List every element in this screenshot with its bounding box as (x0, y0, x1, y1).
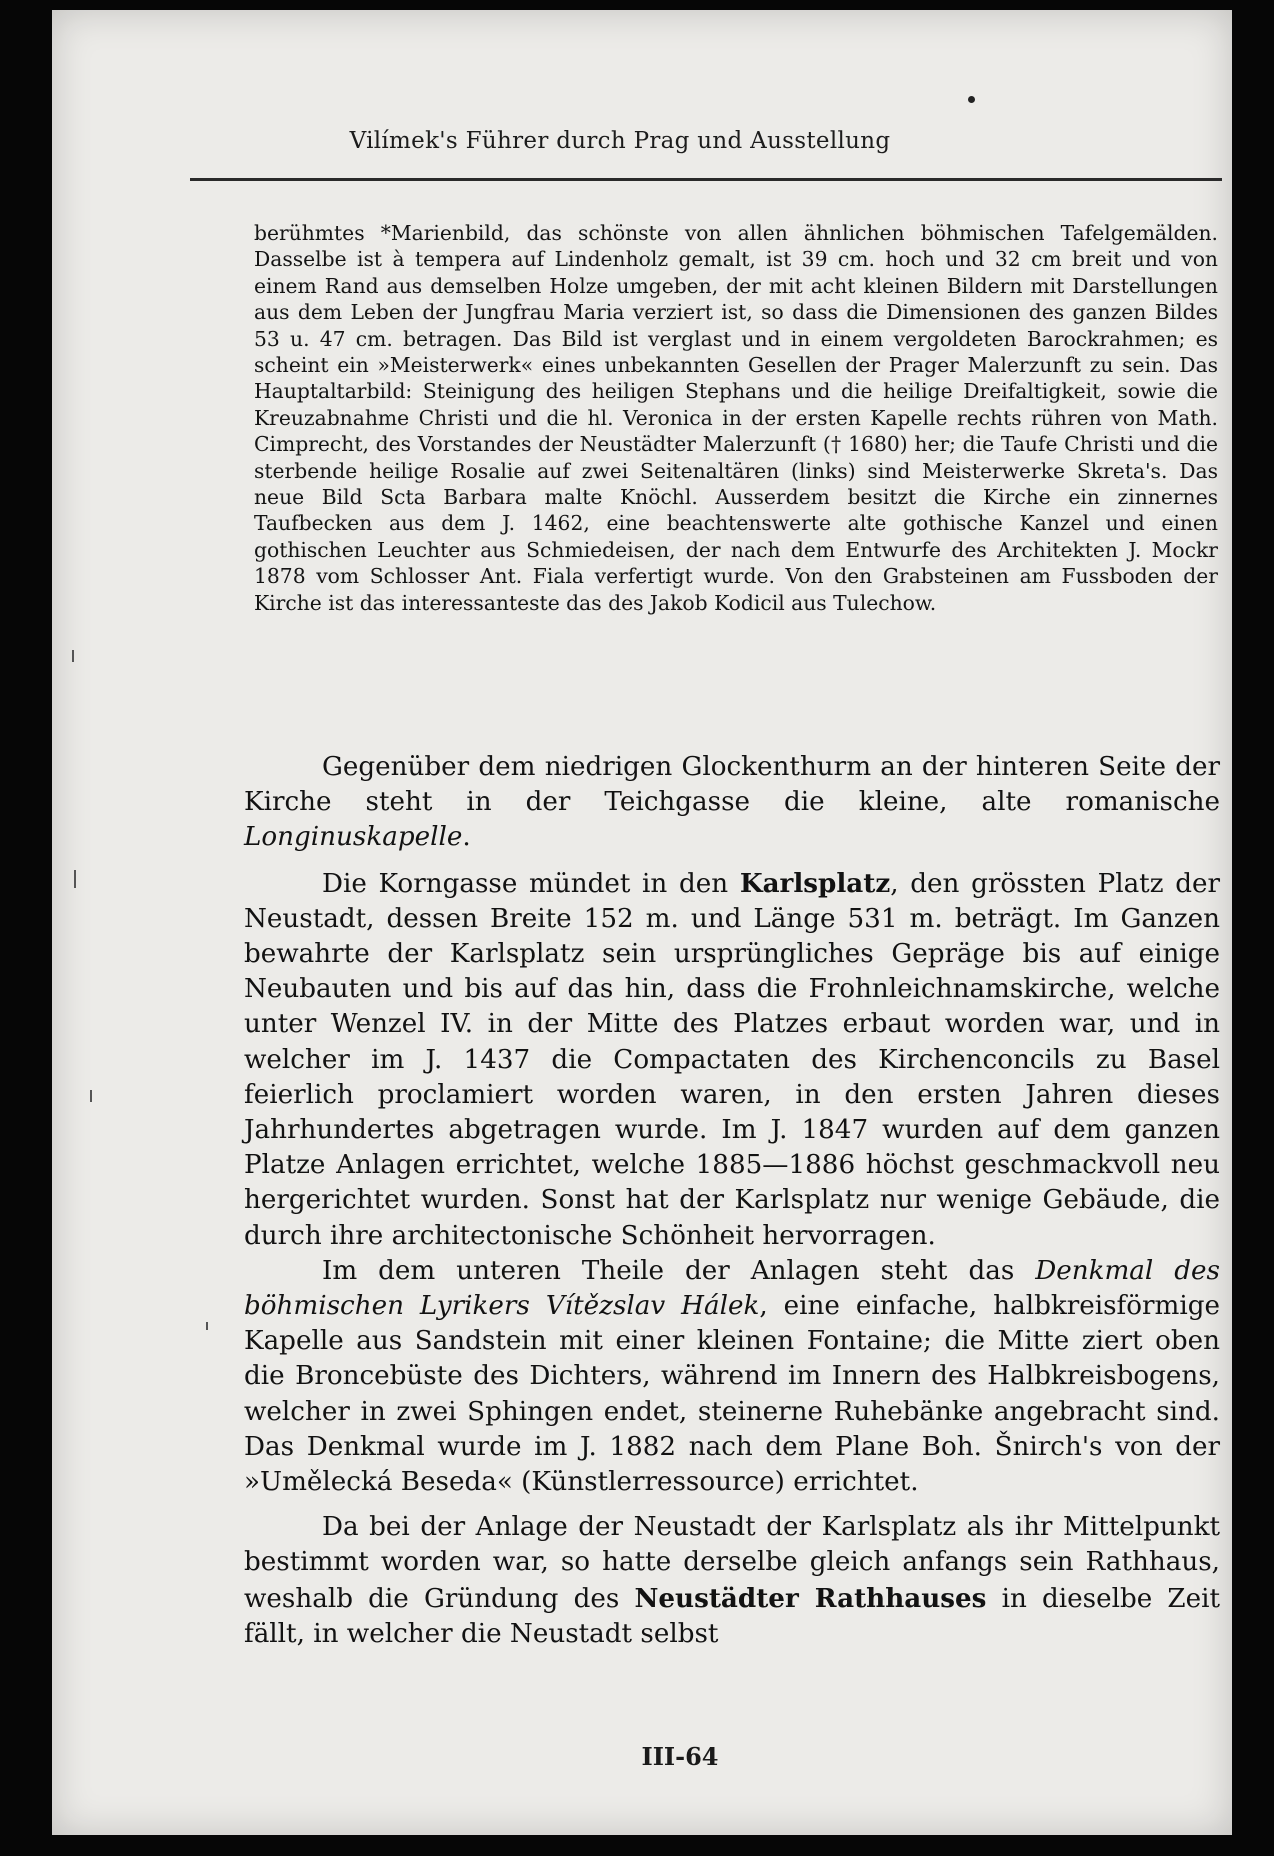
header-rule (190, 178, 1222, 181)
scan-speck (206, 1322, 208, 1330)
scan-speck (72, 650, 74, 662)
running-header: Vilímek's Führer durch Prag und Ausstellung (349, 128, 891, 154)
paragraph-longinuskapelle (244, 750, 1220, 856)
paragraph-text: Gegenüber dem niedrigen Glockenthurm an der hinteren Seite der Kirche steht in der Teichgasse die kleine, alte romanische (244, 752, 1220, 818)
small-print-block (254, 220, 1218, 616)
paragraph-text: in dieselbe Zeit fällt, in welcher die Neustadt selbst (244, 1583, 1220, 1649)
scan-speck (74, 870, 76, 888)
emphasis-rathhaus: Neustädter Rathhauses (634, 1582, 987, 1614)
emphasis-karlsplatz: Karlsplatz (739, 867, 891, 899)
page-number: III-64 (641, 1742, 719, 1771)
paragraph-text: Da bei der Anlage der Neustadt der Karlsplatz als ihr Mittelpunkt bestimmt worden war, so hatte derselbe gleich anfangs sein Rathhaus, weshalb die Gründung des (244, 1512, 1220, 1614)
paragraph-halek-monument (244, 1254, 1220, 1500)
emphasis-longinuskapelle: Longinuskapelle (244, 822, 463, 853)
paragraph-text: Im dem unteren Theile der Anlagen steht das (322, 1255, 1036, 1286)
paragraph-text: Die Korngasse mündet in den (322, 868, 740, 899)
ink-dot (968, 96, 975, 103)
paragraph-rathhaus (244, 1510, 1220, 1652)
scan-speck (90, 1090, 92, 1102)
main-text (244, 750, 1220, 1652)
emphasis-halek-monument: Denkmal des böhmischen Lyrikers Vítězslav Hálek (244, 1255, 1220, 1322)
paragraph-text: , eine einfache, halbkreisförmige Kapelle aus Sandstein mit einer kleinen Fontaine; die Mitte ziert oben die Broncebüste des Dichters, während im Innern des Halbkreisbogens, welcher in zwei Sphingen endet, steinerne Ruhebänke angebracht sind. Das Denkmal wurde im J. 1882 nach dem Plane Boh. Šnirch's von der »Umělecká Beseda« (Künstlerressource) errichtet. (244, 1291, 1220, 1498)
small-print-paragraph: berühmtes *Marienbild, das schönste von allen ähnlichen böhmischen Tafelgemälden. Dasselbe ist à tempera auf Lindenholz gemalt, ist 39 cm. hoch und 32 cm breit und von einem Rand aus demselben Holze umgeben, der mit acht kleinen Bildern mit Darstellungen aus dem Leben der Jungfrau Maria verziert ist, so dass die Dimensionen des ganzen Bildes 53 u. 47 cm. betragen. Das Bild ist verglast und in einem vergoldeten Barockrahmen; es scheint ein »Meisterwerk« eines unbekannten Gesellen der Prager Malerzunft zu sein. Das Hauptaltarbild: Steinigung des heiligen Stephans und die heilige Dreifaltigkeit, sowie die Kreuzabnahme Christi und die hl. Veronica in der ersten Kapelle rechts rühren von Math. Cimprecht, des Vorstandes der Neustädter Malerzunft († 1680) her; die Taufe Christi und die sterbende heilige Rosalie auf zwei Seitenaltären (links) sind Meisterwerke Skreta's. Das neue Bild Scta Barbara malte Knöchl. Ausserdem besitzt die Kirche ein zinnernes Taufbecken aus dem J. 1462, eine beachtenswerte alte gothische Kanzel und einen gothischen Leuchter aus Schmiedeisen, der nach dem Entwurfe des Architekten J. Mockr 1878 vom Schlosser Ant. Fiala verfertigt wurde. Von den Grabsteinen am Fussboden der Kirche ist das interessanteste das des Jakob Kodicil aus Tulechow. (254, 221, 1218, 615)
paragraph-karlsplatz (244, 866, 1220, 1254)
paragraph-text: , den grössten Platz der Neustadt, dessen Breite 152 m. und Länge 531 m. beträgt. Im Ganzen bewahrte der Karlsplatz sein ursprüngliches Gepräge bis auf einige Neubauten und bis auf das hin, dass die Frohnleichnamskirche, welche unter Wenzel IV. in der Mitte des Platzes erbaut worden war, und in welcher im J. 1437 die Compactaten des Kirchenconcils zu Basel feierlich proclamiert worden waren, in den ersten Jahren dieses Jahrhundertes abgetragen wurde. Im J. 1847 wurden auf dem ganzen Platze Anlagen errichtet, welche 1885—1886 höchst geschmackvoll neu hergerichtet wurden. Sonst hat der Karlsplatz nur wenige Gebäude, die durch ihre architectonische Schönheit hervorragen. (244, 868, 1220, 1251)
paragraph-text: . (462, 822, 471, 853)
